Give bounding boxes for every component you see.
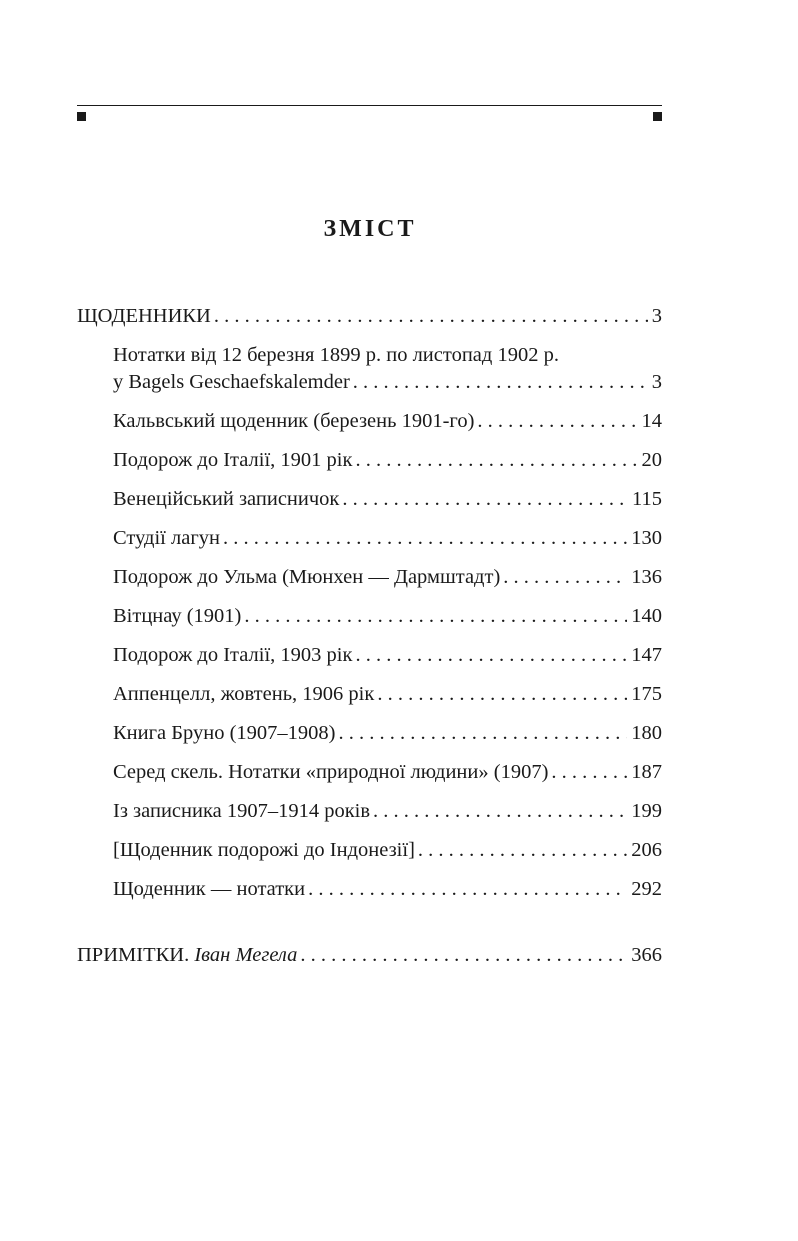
toc-section-diaries[interactable] xyxy=(77,302,662,330)
toc-page-number: 140 xyxy=(631,605,662,627)
dot-leader xyxy=(339,719,628,747)
toc-item[interactable] xyxy=(113,641,662,669)
toc-author: Іван Мегела xyxy=(194,944,298,966)
dot-leader xyxy=(377,680,627,708)
toc-item-title: Аппенцелл, жовтень, 1906 рік xyxy=(113,683,375,705)
toc-item[interactable] xyxy=(113,797,662,825)
toc-page-number: 136 xyxy=(631,566,662,588)
toc-page-number: 130 xyxy=(631,527,662,549)
toc-item[interactable] xyxy=(113,875,662,903)
toc-item-title: Подорож до Італії, 1901 рік xyxy=(113,449,353,471)
toc-item[interactable] xyxy=(113,602,662,630)
dot-leader xyxy=(355,446,637,474)
dot-leader xyxy=(477,407,637,435)
dot-leader xyxy=(551,758,627,786)
dot-leader xyxy=(353,368,648,396)
toc-item[interactable] xyxy=(113,446,662,474)
dot-leader xyxy=(355,641,627,669)
toc-item[interactable] xyxy=(113,368,662,396)
toc-item-title: Подорож до Ульма (Мюнхен — Дармштадт) xyxy=(113,566,501,588)
toc-page-number: 199 xyxy=(631,800,662,822)
toc-item-title: Щоденник — нотатки xyxy=(113,878,306,900)
toc-page-number: 206 xyxy=(631,839,662,861)
toc-item-title: Венеційський записничок xyxy=(113,488,340,510)
dot-leader xyxy=(373,797,627,825)
toc-item-title: Подорож до Італії, 1903 рік xyxy=(113,644,353,666)
toc-page-number: 3 xyxy=(651,305,662,327)
toc-section-title xyxy=(77,941,297,969)
toc-item-title: Вітцнау (1901) xyxy=(113,605,242,627)
toc-page-number: 3 xyxy=(651,371,662,393)
toc-item[interactable] xyxy=(113,485,662,513)
toc-section-notes[interactable] xyxy=(77,941,662,969)
toc-item-title: Книга Бруно (1907–1908) xyxy=(113,722,336,744)
toc-page-number: 187 xyxy=(631,761,662,783)
dot-leader xyxy=(244,602,627,630)
toc-page-number: 180 xyxy=(631,722,662,744)
dot-leader xyxy=(342,485,628,513)
toc-item[interactable] xyxy=(113,836,662,864)
toc-item[interactable] xyxy=(113,680,662,708)
toc-page-number: 175 xyxy=(631,683,662,705)
toc-page-number: 292 xyxy=(631,878,662,900)
toc-item[interactable] xyxy=(113,407,662,435)
toc-item-title: у Bagels Geschaefskalemder xyxy=(113,371,350,393)
toc-item[interactable] xyxy=(113,719,662,747)
dot-leader xyxy=(308,875,627,903)
toc-item-title: Із записника 1907–1914 років xyxy=(113,800,371,822)
top-rule xyxy=(77,105,662,106)
toc-item-title: Серед скель. Нотатки «природної людини» (1907) xyxy=(113,761,549,783)
toc-item-line1: Нотатки від 12 березня 1899 р. по листопад 1902 р. xyxy=(113,344,559,366)
toc-item-title: [Щоденник подорожі до Індонезії] xyxy=(113,839,415,861)
dot-leader xyxy=(300,941,627,969)
page-title: ЗМІСТ xyxy=(323,216,417,242)
toc-page-number: 14 xyxy=(641,410,662,432)
corner-square-left xyxy=(77,112,86,121)
dot-leader xyxy=(223,524,627,552)
toc-item[interactable] xyxy=(113,563,662,591)
toc-page-number: 20 xyxy=(641,449,662,471)
toc-item-title: Студії лагун xyxy=(113,527,220,549)
toc-page-number: 147 xyxy=(631,644,662,666)
toc-section-title: ЩОДЕННИКИ xyxy=(77,305,211,327)
corner-square-right xyxy=(653,112,662,121)
toc-item-title: Кальвський щоденник (березень 1901-го) xyxy=(113,410,475,432)
dot-leader xyxy=(503,563,627,591)
toc-item[interactable] xyxy=(113,758,662,786)
toc-section-label: ПРИМІТКИ. xyxy=(77,944,190,966)
dot-leader xyxy=(418,836,627,864)
dot-leader xyxy=(214,302,648,330)
toc-page-number: 366 xyxy=(631,944,662,966)
toc-page-number: 115 xyxy=(632,488,662,510)
toc-item[interactable] xyxy=(113,524,662,552)
